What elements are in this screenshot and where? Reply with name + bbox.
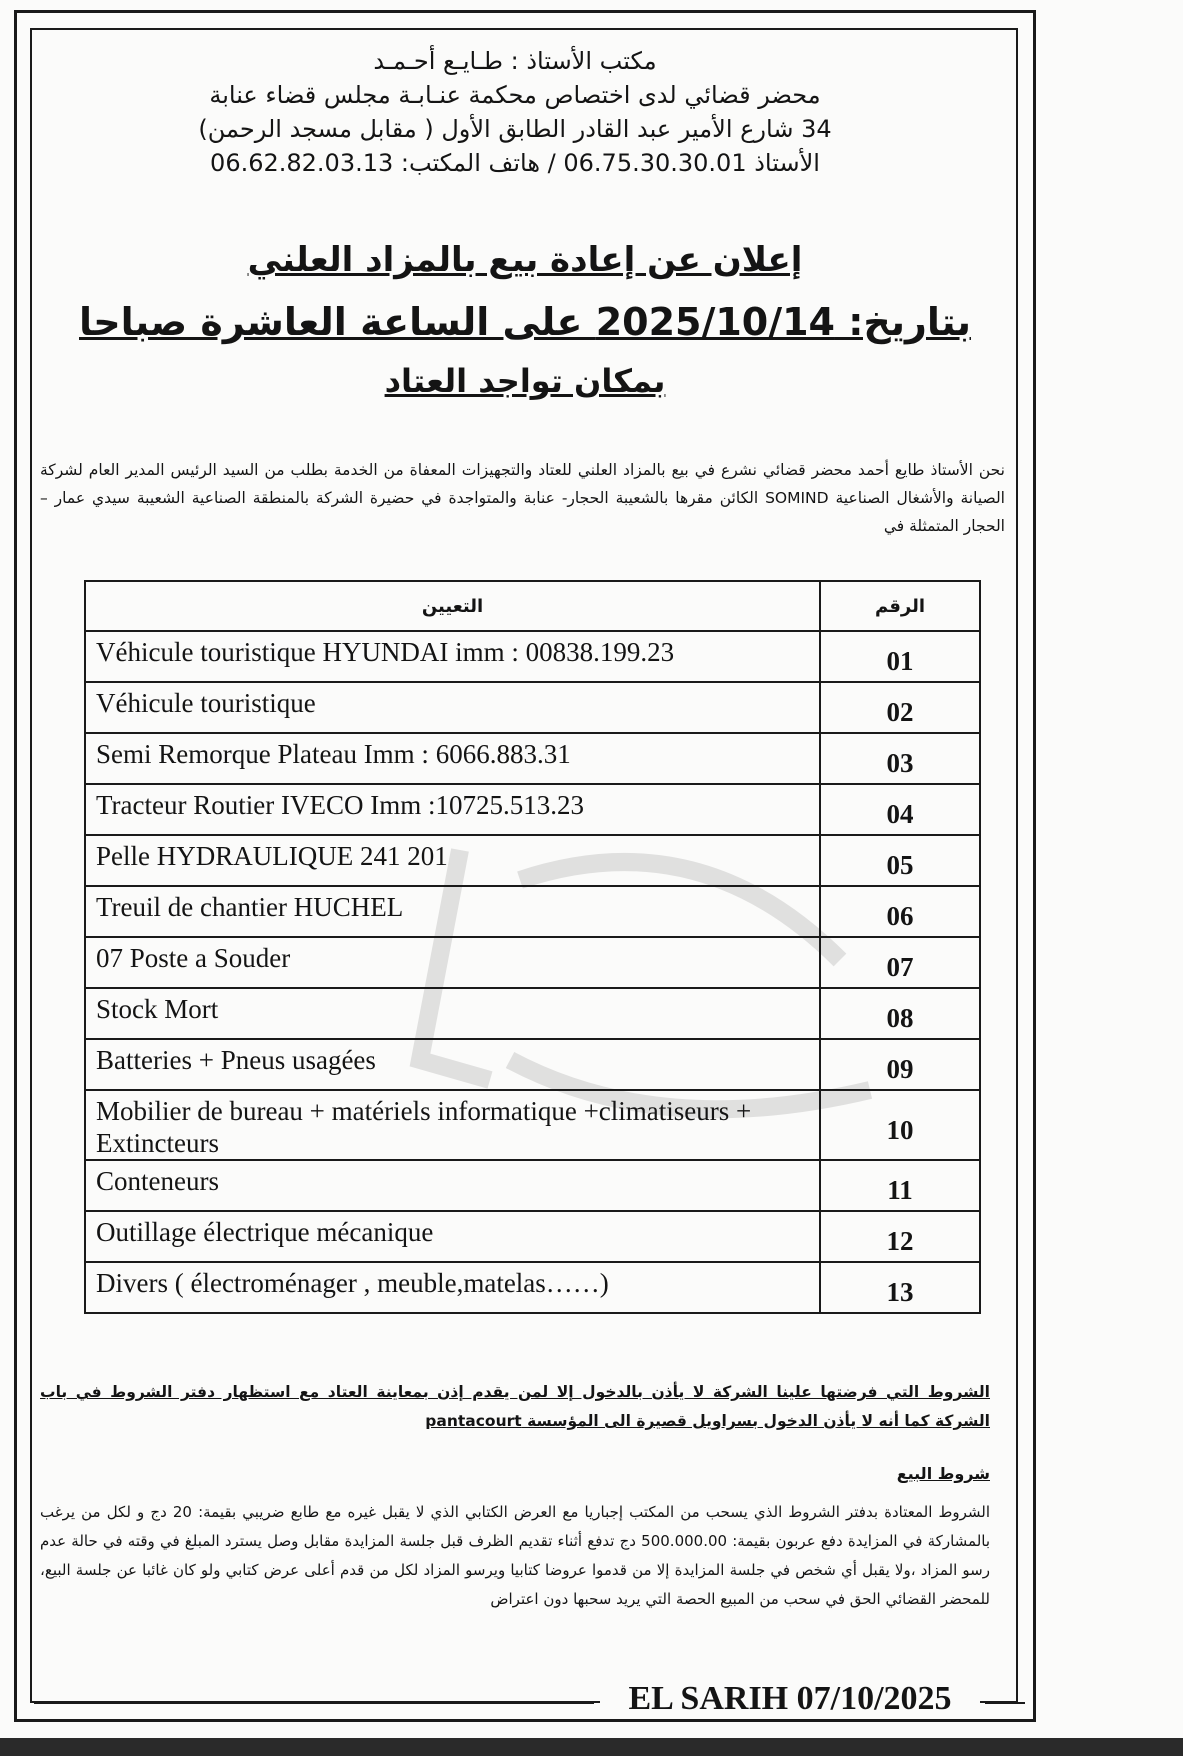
table-row [85,1211,980,1262]
item-number: 06 [820,886,980,937]
item-description: Tracteur Routier IVECO Imm :10725.513.23 [85,784,820,835]
item-number: 10 [820,1090,980,1160]
footer-rule-right [985,1702,1025,1704]
item-number: 13 [820,1262,980,1313]
item-description: 07 Poste a Souder [85,937,820,988]
item-description: Treuil de chantier HUCHEL [85,886,820,937]
table-row [85,1262,980,1313]
sale-conditions-heading: شروط البيع [896,1464,990,1483]
table-row [85,886,980,937]
item-number: 05 [820,835,980,886]
header-jurisdiction: محضر قضائي لدى اختصاص محكمة عنـابـة مجلس قضاء عنابة [209,81,821,109]
item-description: Outillage électrique mécanique [85,1211,820,1262]
item-description: Conteneurs [85,1160,820,1211]
item-number: 07 [820,937,980,988]
item-number: 02 [820,682,980,733]
intro-paragraph: نحن الأستاذ طايع أحمد محضر قضائي نشرع في بيع بالمزاد العلني للعتاد والتجهيزات المعفاة من الخدمة بطلب من السيد الرئيس المدير العام لشركة الصيانة والأشغال الصناعية SOMIND الكائن مقرها بالشعيبة الحجار- عنابة والمتواجدة في حضيرة الشركة بالمنطقة الصناعية الشعيبة سيدي عمار – الحجار المتمثلة في [40,461,1005,535]
table-row [85,1160,980,1211]
item-description: Véhicule touristique [85,682,820,733]
table-header-row [85,581,980,631]
scan-bottom-edge [0,1738,1183,1756]
footer-rule-left [34,1702,594,1704]
table-row [85,784,980,835]
header-phones: الأستاذ 06.75.30.30.01 / هاتف المكتب: 06.62.82.03.13 [210,149,820,177]
item-description: Semi Remorque Plateau Imm : 6066.883.31 [85,733,820,784]
newspaper-source-date: EL SARIH 07/10/2025 [600,1680,980,1718]
auction-items-table [84,580,981,1314]
column-header-description: التعيين [85,581,820,631]
item-number: 01 [820,631,980,682]
table-row [85,988,980,1039]
table-row [85,1039,980,1090]
item-description: Stock Mort [85,988,820,1039]
item-number: 03 [820,733,980,784]
column-header-number: الرقم [820,581,980,631]
table-row [85,682,980,733]
table-row [85,733,980,784]
item-number: 11 [820,1160,980,1211]
item-number: 12 [820,1211,980,1262]
auction-date-title: بتاريخ: 2025/10/14 على الساعة العاشرة صباحا [79,300,971,344]
item-description: Divers ( électroménager , meuble,matelas……) [85,1262,820,1313]
table-row [85,835,980,886]
announcement-title: إعلان عن إعادة بيع بالمزاد العلني [247,240,803,280]
auction-location-title: بمكان تواجد العتاد [384,362,666,400]
bailiff-office-header [150,44,880,180]
item-number: 08 [820,988,980,1039]
header-address: 34 شارع الأمير عبد القادر الطابق الأول ( مقابل مسجد الرحمن) [198,115,832,143]
table-row [85,937,980,988]
item-description: Pelle HYDRAULIQUE 241 201 [85,835,820,886]
table-row [85,1090,980,1160]
item-description: Mobilier de bureau + matériels informatique +climatiseurs + Extincteurs [85,1090,820,1160]
item-number: 04 [820,784,980,835]
item-number: 09 [820,1039,980,1090]
table-row [85,631,980,682]
company-entry-conditions: الشروط التي فرضتها علينا الشركة لا يأذن بالدخول إلا لمن يقدم إذن بمعاينة العتاد مع استظهار دفتر الشروط في باب الشركة كما أنه لا يأذن الدخول بسراويل قصيرة الى المؤسسة pantacourt [40,1383,990,1430]
item-description: Véhicule touristique HYUNDAI imm : 00838.199.23 [85,631,820,682]
header-office-name: مكتب الأستاذ : طـايـع أحـمـد [373,47,657,75]
sale-conditions-text: الشروط المعتادة بدفتر الشروط الذي يسحب من المكتب إجباريا مع العرض الكتابي الذي لا يقبل غيره مع طابع ضريبي بقيمة: 20 دج و لكل من يرغب بالمشاركة في المزايدة دفع عربون بقيمة: 500.000.00 دج تدفع أثناء تقديم الظرف قبل جلسة المزايدة مقابل وصل يسترد المبلغ في وقته في حالة عدم رسو المزاد ،ولا يقبل أي شخص في جلسة المزايدة إلا من قدموا عروضا كتابيا ويرسو المزاد لكل من قدم أعلى عرض كتابي ولو كان غائبا عن جلسة البيع، للمحضر القضائي الحق في سحب من المبيع الحصة التي يريد سحبها دون اعتراض [40,1503,991,1608]
item-description: Batteries + Pneus usagées [85,1039,820,1090]
